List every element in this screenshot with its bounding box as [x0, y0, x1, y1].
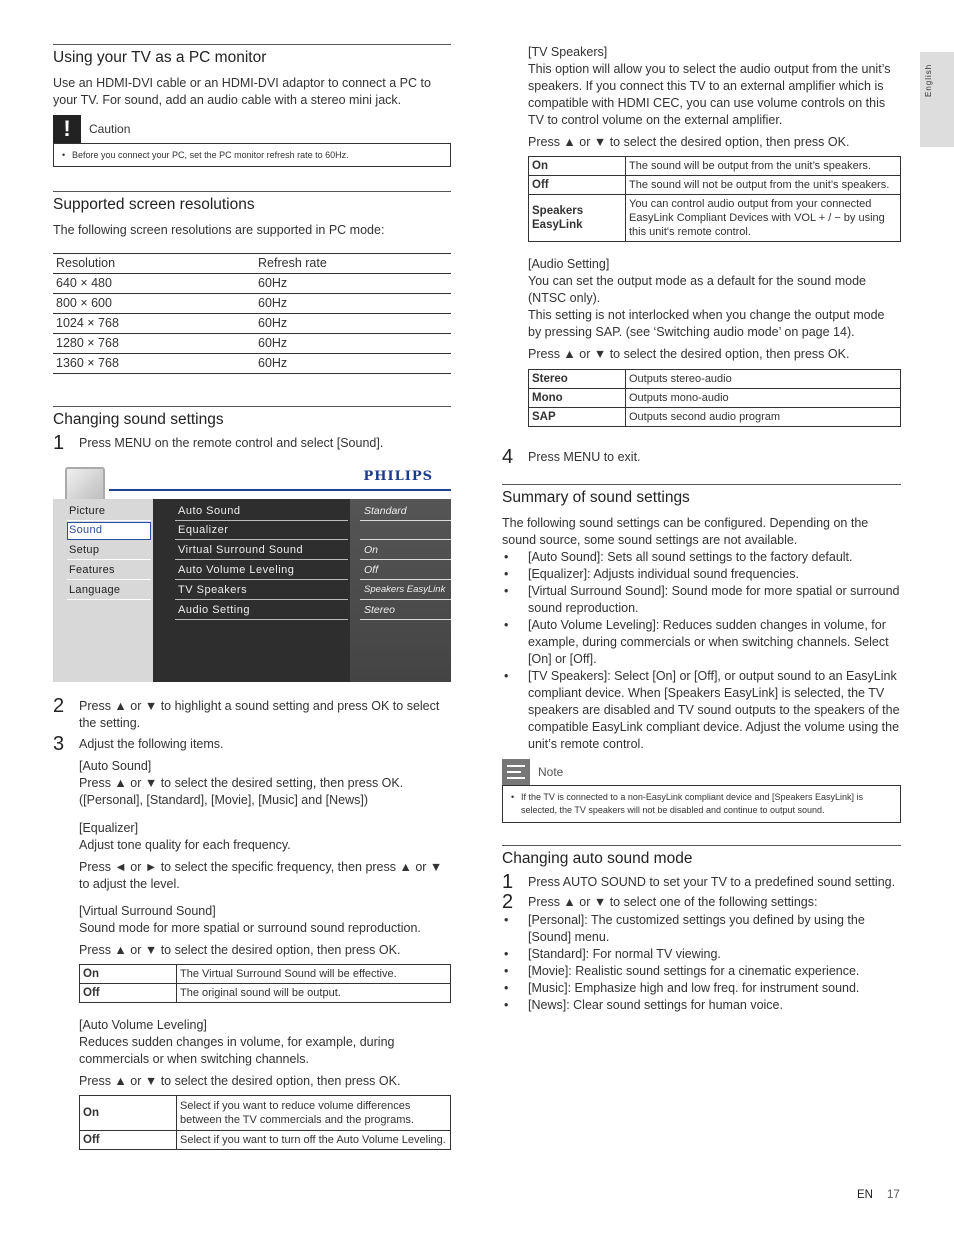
caution-box — [53, 115, 451, 167]
list-item: • [Standard]: For normal TV viewing. — [502, 946, 901, 963]
main-menu-column — [53, 499, 153, 682]
step-number: 4 — [502, 446, 514, 468]
table-row — [53, 294, 451, 314]
caution-text: • Before you connect your PC, set the PC monitor refresh rate to 60Hz. — [60, 149, 444, 161]
list-item: • [Virtual Surround Sound]: Sound mode for more spatial or surround sound reproduction. — [502, 583, 901, 617]
refresh-cell: 60Hz — [255, 274, 451, 294]
vss-title: [Virtual Surround Sound] — [79, 904, 216, 918]
caution-label: Caution — [89, 122, 131, 136]
equalizer-title: [Equalizer] — [79, 821, 139, 835]
table-row — [80, 1131, 451, 1150]
menu-item-setup[interactable]: Setup — [69, 544, 100, 556]
audio-setting-text-2: This setting is not interlocked when you change the output mode by pressing SAP. (see ‘Switching audio mode’ on page 14). — [528, 308, 885, 339]
left-column — [53, 44, 451, 1150]
list-item: • [Equalizer]: Adjusts individual sound frequencies. — [502, 566, 901, 583]
option-cell: Speakers EasyLink — [529, 195, 626, 242]
sound-step-1 — [53, 433, 451, 453]
table-row — [53, 314, 451, 334]
step-number: 1 — [502, 871, 514, 893]
description-cell: Select if you want to turn off the Auto Volume Leveling. — [177, 1131, 451, 1150]
philips-logo: PHILIPS — [363, 469, 433, 484]
list-item: • [Movie]: Realistic sound settings for a cinematic experience. — [502, 963, 901, 980]
audio-setting-title: [Audio Setting] — [528, 257, 610, 271]
resolutions-heading: Supported screen resolutions — [53, 191, 451, 214]
page-footer — [857, 1189, 900, 1201]
refresh-cell: 60Hz — [255, 314, 451, 334]
vss-text-1: Sound mode for more spatial or surround sound reproduction. — [79, 921, 421, 935]
description-cell: Outputs mono-audio — [626, 389, 901, 408]
value-audio-setting: Stereo — [364, 604, 395, 616]
resolution-cell: 1024 × 768 — [53, 314, 255, 334]
page-number: 17 — [886, 1189, 900, 1201]
table-row — [529, 195, 901, 242]
avl-text-1: Reduces sudden changes in volume, for example, during commercials or when switching channels. — [79, 1035, 395, 1066]
description-cell: Outputs stereo-audio — [626, 370, 901, 389]
list-item: • [Auto Sound]: Sets all sound settings to the factory default. — [502, 549, 901, 566]
audio-setting-table — [528, 369, 901, 427]
option-cell: Stereo — [529, 370, 626, 389]
option-cell: Off — [529, 176, 626, 195]
auto-mode-list — [502, 912, 901, 1014]
table-row — [529, 389, 901, 408]
description-cell: The sound will be output from the unit’s speakers. — [626, 157, 901, 176]
header-refresh: Refresh rate — [255, 254, 451, 274]
tv-speakers-table — [528, 156, 901, 242]
submenu-equalizer[interactable]: Equalizer — [178, 524, 229, 536]
audio-setting-text-3: Press ▲ or ▼ to select the desired option, then press OK. — [528, 347, 850, 361]
exclamation-icon: ! — [53, 115, 81, 143]
list-item: • [Music]: Emphasize high and low freq. for instrument sound. — [502, 980, 901, 997]
option-cell: On — [80, 1096, 177, 1131]
table-row — [80, 965, 451, 984]
equalizer-text-2: Press ◄ or ► to select the specific frequency, then press ▲ or ▼ to adjust the level. — [79, 860, 443, 891]
submenu-auto-volume[interactable]: Auto Volume Leveling — [178, 564, 295, 576]
note-text: • If the TV is connected to a non-EasyLink compliant device and [Speakers EasyLink] is selected, the TV speakers will not be disabled and continue to output sound. — [509, 791, 894, 817]
list-item: • [Personal]: The customized settings you defined by using the [Sound] menu. — [502, 912, 901, 946]
sound-heading: Changing sound settings — [53, 406, 451, 429]
option-cell: Off — [80, 1131, 177, 1150]
values-column — [350, 499, 451, 682]
option-cell: Mono — [529, 389, 626, 408]
refresh-cell: 60Hz — [255, 294, 451, 314]
resolution-cell: 1280 × 768 — [53, 334, 255, 354]
resolution-cell: 640 × 480 — [53, 274, 255, 294]
table-row — [529, 157, 901, 176]
pc-monitor-heading: Using your TV as a PC monitor — [53, 44, 451, 67]
tv-speakers-text-2: Press ▲ or ▼ to select the desired option, then press OK. — [528, 135, 850, 149]
resolution-cell: 800 × 600 — [53, 294, 255, 314]
vss-text-2: Press ▲ or ▼ to select the desired option, then press OK. — [79, 943, 401, 957]
vss-table — [79, 964, 451, 1003]
menu-item-features[interactable]: Features — [69, 564, 115, 576]
list-item: • [TV Speakers]: Select [On] or [Off], or output sound to an EasyLink compliant device. When [Speakers EasyLink] is selected, the TV speakers are disabled and TV sound outputs to the speakers of the compatible EasyLink compliant device. Adjust the volume using the unit’s remote control. — [502, 668, 901, 753]
tv-menu-screenshot — [53, 463, 451, 682]
right-column — [502, 44, 901, 1014]
pc-monitor-body: Use an HDMI-DVI cable or an HDMI-DVI adaptor to connect a PC to your TV. For sound, add an audio cable with a stereo mini jack. — [53, 76, 431, 107]
table-header-row — [53, 254, 451, 274]
resolutions-intro: The following screen resolutions are supported in PC mode: — [53, 223, 385, 237]
step-text: Press MENU on the remote control and select [Sound]. — [79, 436, 384, 450]
auto-mode-heading: Changing auto sound mode — [502, 845, 901, 868]
step-number: 2 — [53, 695, 65, 717]
submenu-auto-sound[interactable]: Auto Sound — [178, 505, 241, 517]
submenu-tv-speakers[interactable]: TV Speakers — [178, 584, 248, 596]
menu-item-picture[interactable]: Picture — [69, 505, 106, 517]
table-row — [80, 1096, 451, 1131]
table-row — [529, 370, 901, 389]
step-text: Press AUTO SOUND to set your TV to a predefined sound setting. — [528, 875, 896, 889]
description-cell: The Virtual Surround Sound will be effective. — [177, 965, 451, 984]
menu-item-language[interactable]: Language — [69, 584, 121, 596]
submenu-virtual-surround[interactable]: Virtual Surround Sound — [178, 544, 304, 556]
tv-icon — [65, 467, 105, 503]
resolution-cell: 1360 × 768 — [53, 354, 255, 374]
table-row — [529, 176, 901, 195]
side-tab-label: English — [924, 63, 933, 97]
tv-speakers-title: [TV Speakers] — [528, 45, 608, 59]
option-cell: On — [529, 157, 626, 176]
value-virtual-surround: On — [364, 544, 379, 556]
list-item: • [News]: Clear sound settings for human voice. — [502, 997, 901, 1014]
summary-intro: The following sound settings can be configured. Depending on the sound source, some sound settings are not available. — [502, 516, 869, 547]
table-row — [53, 274, 451, 294]
header-resolution: Resolution — [53, 254, 255, 274]
menu-item-sound[interactable]: Sound — [69, 524, 103, 536]
equalizer-text-1: Adjust tone quality for each frequency. — [79, 838, 291, 852]
table-row — [53, 334, 451, 354]
step-text: Press ▲ or ▼ to highlight a sound setting and press OK to select the setting. — [79, 699, 440, 730]
refresh-cell: 60Hz — [255, 354, 451, 374]
sound-step-3 — [53, 734, 451, 754]
resolutions-table — [53, 253, 451, 374]
summary-list — [502, 549, 901, 753]
description-cell: Outputs second audio program — [626, 408, 901, 427]
auto-mode-step-1 — [502, 872, 901, 892]
avl-text-2: Press ▲ or ▼ to select the desired option, then press OK. — [79, 1074, 401, 1088]
tv-speakers-text-1: This option will allow you to select the audio output from the unit’s speakers. If you connect this TV to an external amplifier which is compatible with HDMI CEC, you can use volume controls on this TV to control volume on the external amplifier. — [528, 62, 891, 127]
refresh-cell: 60Hz — [255, 334, 451, 354]
list-item: • [Auto Volume Leveling]: Reduces sudden changes in volume, for example, during commercials or when switching channels. Select [On] or [Off]. — [502, 617, 901, 668]
step-number: 3 — [53, 733, 65, 755]
option-cell: SAP — [529, 408, 626, 427]
auto-mode-step-2 — [502, 892, 901, 912]
option-cell: On — [80, 965, 177, 984]
value-auto-sound: Standard — [364, 505, 407, 517]
value-tv-speakers: Speakers EasyLink — [364, 584, 446, 595]
submenu-audio-setting[interactable]: Audio Setting — [178, 604, 250, 616]
description-cell: The original sound will be output. — [177, 984, 451, 1003]
step-text: Press ▲ or ▼ to select one of the following settings: — [528, 895, 818, 909]
avl-title: [Auto Volume Leveling] — [79, 1018, 207, 1032]
step-text: Press MENU to exit. — [528, 450, 641, 464]
auto-sound-text: Press ▲ or ▼ to select the desired setting, then press OK. ([Personal], [Standard], [Movie], [Music] and [News]) — [79, 776, 404, 807]
sub-menu-column — [153, 499, 350, 682]
note-icon — [502, 759, 530, 785]
option-cell: Off — [80, 984, 177, 1003]
description-cell: You can control audio output from your connected EasyLink Compliant Devices with VOL + / − by using this unit's remote control. — [626, 195, 901, 242]
description-cell: Select if you want to reduce volume differences between the TV commercials and the programs. — [177, 1096, 451, 1131]
step-number: 2 — [502, 891, 514, 913]
audio-setting-text-1: You can set the output mode as a default for the sound mode (NTSC only). — [528, 274, 866, 305]
summary-heading: Summary of sound settings — [502, 484, 901, 507]
language-side-tab — [920, 52, 954, 147]
step-number: 1 — [53, 432, 65, 454]
avl-table — [79, 1095, 451, 1150]
sound-step-2 — [53, 696, 451, 732]
auto-sound-title: [Auto Sound] — [79, 759, 152, 773]
value-auto-volume: Off — [364, 564, 379, 576]
table-row — [80, 984, 451, 1003]
sound-step-4 — [502, 447, 901, 467]
footer-lang: EN — [857, 1189, 873, 1201]
description-cell: The sound will not be output from the unit’s speakers. — [626, 176, 901, 195]
note-box — [502, 759, 901, 823]
note-label: Note — [538, 765, 564, 779]
step-text: Adjust the following items. — [79, 737, 224, 751]
table-row — [53, 354, 451, 374]
table-row — [529, 408, 901, 427]
